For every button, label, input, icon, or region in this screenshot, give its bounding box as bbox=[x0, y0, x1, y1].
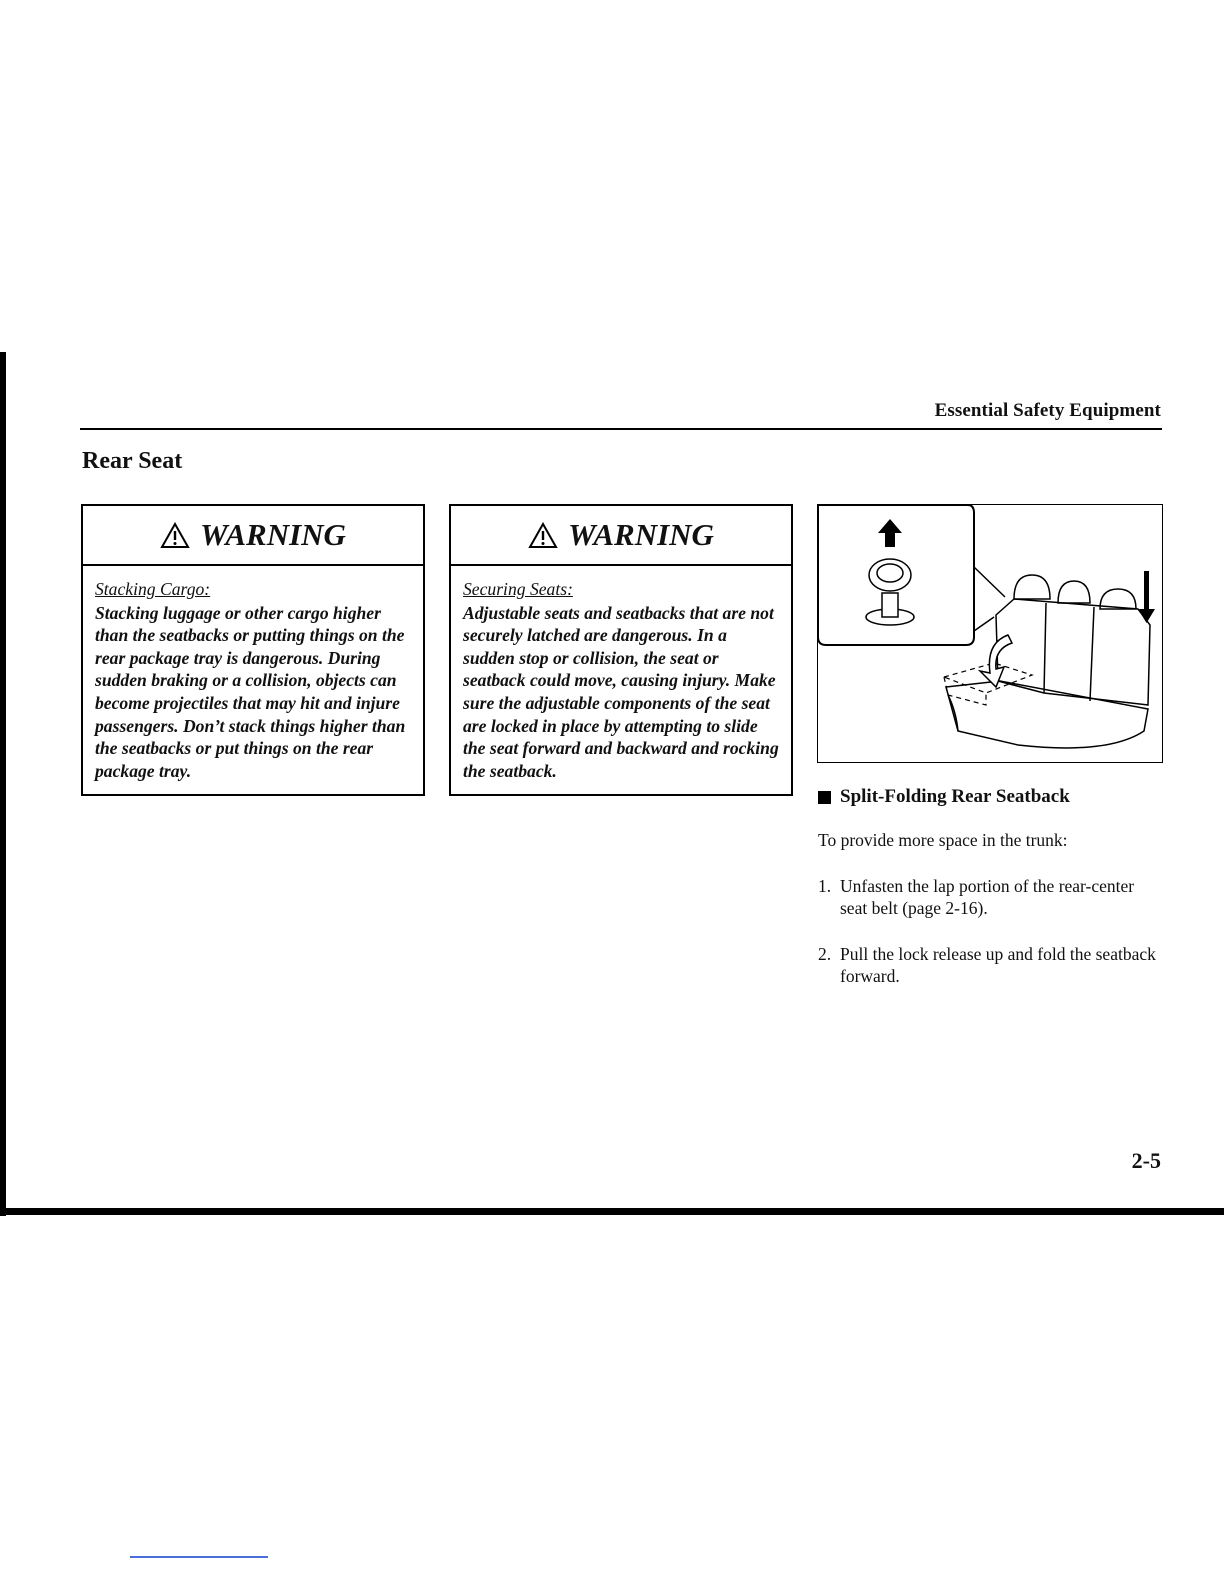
callout-line bbox=[974, 567, 1005, 597]
bottom-bar bbox=[0, 1208, 1224, 1215]
warning-triangle-icon bbox=[528, 522, 558, 549]
warning-box-securing-seats bbox=[449, 504, 793, 796]
warning-heading: WARNING bbox=[568, 517, 714, 552]
warning-triangle-icon bbox=[160, 522, 190, 549]
step-text: Pull the lock release up and fold the seatback forward. bbox=[840, 944, 1156, 986]
warning-heading: WARNING bbox=[200, 517, 346, 552]
step-item bbox=[818, 943, 1158, 987]
left-margin-bar bbox=[0, 352, 6, 1216]
step-number: 1. bbox=[818, 876, 832, 896]
page-title: Rear Seat bbox=[82, 448, 183, 474]
warning-box-stacking-cargo bbox=[81, 504, 425, 796]
warning-header bbox=[451, 506, 791, 566]
warning-text: Adjustable seats and seatbacks that are not securely latched are dangerous. In a sudden stop or collision, the seat or seatback could move, causing injury. Make sure the adjustable components of the seat are locked in place by attempting to slide the seat forward and backward and rocking the seatback. bbox=[463, 602, 779, 781]
rear-seat-illustration bbox=[817, 504, 1163, 763]
callout-line bbox=[974, 617, 994, 631]
step-text: Unfasten the lap portion of the rear-center seat belt (page 2-16). bbox=[840, 876, 1135, 918]
instruction-steps bbox=[818, 875, 1158, 1011]
warning-subtitle: Stacking Cargo: bbox=[95, 579, 211, 599]
fold-arrow-icon bbox=[980, 635, 1012, 687]
page-number: 2-5 bbox=[1131, 1148, 1161, 1173]
warning-body bbox=[451, 566, 791, 794]
rear-seat-drawing bbox=[818, 505, 1162, 762]
bullet-square-icon bbox=[818, 791, 831, 804]
section-heading bbox=[818, 786, 1070, 808]
warning-header bbox=[83, 506, 423, 566]
section-intro: To provide more space in the trunk: bbox=[818, 830, 1068, 850]
footer-line bbox=[130, 1556, 268, 1558]
section-header: Essential Safety Equipment bbox=[934, 400, 1161, 421]
step-item bbox=[818, 875, 1158, 919]
header-rule bbox=[80, 428, 1162, 430]
seat-cushion-outline bbox=[946, 681, 1148, 748]
warning-text: Stacking luggage or other cargo higher than the seatbacks or putting things on the rear package tray is dangerous. During sudden braking or a collision, objects can become projectiles that may hit and injure passengers. Don’t stack things higher than the seatbacks or put things on the rear package tray. bbox=[95, 602, 406, 781]
step-number: 2. bbox=[818, 944, 832, 964]
warning-subtitle: Securing Seats: bbox=[463, 579, 573, 599]
warning-body bbox=[83, 566, 423, 794]
section-heading-text: Split-Folding Rear Seatback bbox=[840, 786, 1070, 807]
down-arrow-icon bbox=[1138, 571, 1155, 623]
seatback-outline bbox=[996, 599, 1150, 705]
